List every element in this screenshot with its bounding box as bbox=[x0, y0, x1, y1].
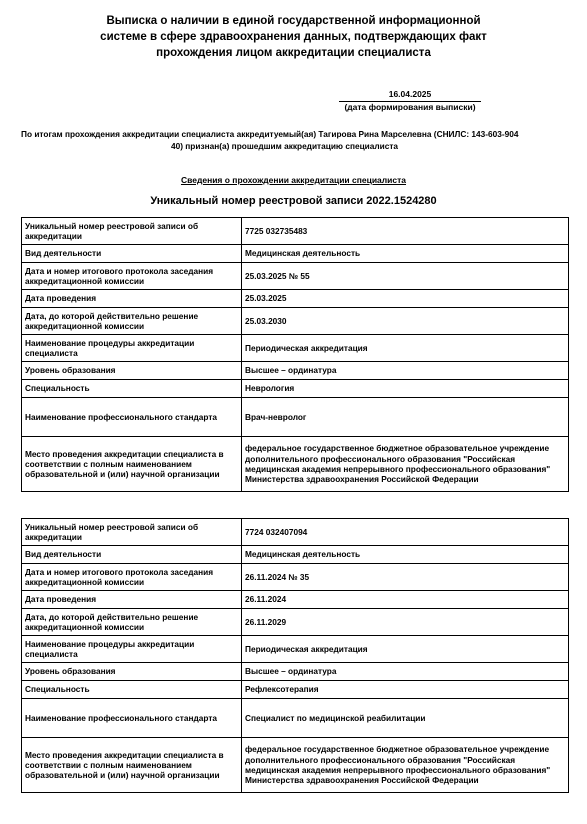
table-row bbox=[22, 362, 569, 380]
row-value: федеральное государственное бюджетное образовательное учреждение дополнительного профессионального образования "Российская медицинская академия непрерывного профессионального образования" Министерства здравоохранения Российской Федерации bbox=[242, 738, 569, 793]
row-label: Вид деятельности bbox=[22, 245, 242, 263]
row-value: 25.03.2025 bbox=[242, 290, 569, 308]
row-label: Вид деятельности bbox=[22, 546, 242, 564]
table-row bbox=[22, 546, 569, 564]
row-label: Уровень образования bbox=[22, 663, 242, 681]
table-row bbox=[22, 290, 569, 308]
accreditation-record-table bbox=[21, 217, 569, 492]
table-row bbox=[22, 636, 569, 663]
document-title bbox=[0, 13, 587, 61]
accreditation-record-table bbox=[21, 518, 569, 793]
row-value: Специалист по медицинской реабилитации bbox=[242, 699, 569, 738]
row-value: 26.11.2029 bbox=[242, 609, 569, 636]
row-value: Периодическая аккредитация bbox=[242, 335, 569, 362]
table-row bbox=[22, 308, 569, 335]
table-row bbox=[22, 681, 569, 699]
row-value: Высшее – ординатура bbox=[242, 362, 569, 380]
row-label: Уникальный номер реестровой записи об аккредитации bbox=[22, 519, 242, 546]
issue-date-block bbox=[339, 89, 481, 113]
row-label: Место проведения аккредитации специалиста в соответствии с полным наименованием образовательной и (или) научной организации bbox=[22, 738, 242, 793]
table-row bbox=[22, 218, 569, 245]
row-value: 7724 032407094 bbox=[242, 519, 569, 546]
table-row bbox=[22, 245, 569, 263]
row-label: Дата и номер итогового протокола заседания аккредитационной комиссии bbox=[22, 564, 242, 591]
row-label: Уровень образования bbox=[22, 362, 242, 380]
issue-date: 16.04.2025 bbox=[339, 89, 481, 102]
row-label: Наименование процедуры аккредитации специалиста bbox=[22, 636, 242, 663]
table-row bbox=[22, 564, 569, 591]
title-line: Выписка о наличии в единой государственной информационной bbox=[106, 15, 481, 27]
row-label: Дата, до которой действительно решение аккредитационной комиссии bbox=[22, 308, 242, 335]
intro-line: По итогам прохождения аккредитации специалиста аккредитуемый(ая) Тагирова Рина Марселевна (СНИЛС: 143-603-904 bbox=[21, 129, 519, 139]
section-title: Сведения о прохождении аккредитации специалиста bbox=[180, 175, 407, 185]
row-value: 25.03.2030 bbox=[242, 308, 569, 335]
table-row bbox=[22, 263, 569, 290]
row-value: Неврология bbox=[242, 380, 569, 398]
title-line: прохождения лицом аккредитации специалиста bbox=[156, 47, 431, 59]
row-value: 26.11.2024 № 35 bbox=[242, 564, 569, 591]
row-label: Наименование профессионального стандарта bbox=[22, 398, 242, 437]
row-label: Уникальный номер реестровой записи об аккредитации bbox=[22, 218, 242, 245]
row-label: Дата проведения bbox=[22, 591, 242, 609]
title-line: системе в сфере здравоохранения данных, подтверждающих факт bbox=[100, 31, 487, 43]
row-value: Медицинская деятельность bbox=[242, 546, 569, 564]
row-value: федеральное государственное бюджетное образовательное учреждение дополнительного профессионального образования "Российская медицинская академия непрерывного профессионального образования" Министерства здравоохранения Российской Федерации bbox=[242, 437, 569, 492]
table-row bbox=[22, 738, 569, 793]
row-value: Врач-невролог bbox=[242, 398, 569, 437]
row-label: Наименование процедуры аккредитации специалиста bbox=[22, 335, 242, 362]
table-row bbox=[22, 591, 569, 609]
intro-paragraph bbox=[21, 129, 577, 152]
table-row bbox=[22, 437, 569, 492]
table-row bbox=[22, 398, 569, 437]
row-label: Дата, до которой действительно решение аккредитационной комиссии bbox=[22, 609, 242, 636]
row-value: 7725 032735483 bbox=[242, 218, 569, 245]
row-label: Дата проведения bbox=[22, 290, 242, 308]
table-row bbox=[22, 663, 569, 681]
row-value: Рефлексотерапия bbox=[242, 681, 569, 699]
table-row bbox=[22, 380, 569, 398]
row-value: Медицинская деятельность bbox=[242, 245, 569, 263]
table-row bbox=[22, 699, 569, 738]
intro-line: 40) признан(а) прошедшим аккредитацию специалиста bbox=[171, 140, 399, 151]
row-value: Высшее – ординатура bbox=[242, 663, 569, 681]
row-value: Периодическая аккредитация bbox=[242, 636, 569, 663]
issue-date-caption: (дата формирования выписки) bbox=[344, 102, 476, 112]
row-label: Специальность bbox=[22, 681, 242, 699]
table-row bbox=[22, 335, 569, 362]
row-value: 26.11.2024 bbox=[242, 591, 569, 609]
row-value: 25.03.2025 № 55 bbox=[242, 263, 569, 290]
row-label: Место проведения аккредитации специалиста в соответствии с полным наименованием образовательной и (или) научной организации bbox=[22, 437, 242, 492]
row-label: Наименование профессионального стандарта bbox=[22, 699, 242, 738]
row-label: Дата и номер итогового протокола заседания аккредитационной комиссии bbox=[22, 263, 242, 290]
row-label: Специальность bbox=[22, 380, 242, 398]
registry-heading: Уникальный номер реестровой записи 2022.1524280 bbox=[150, 195, 437, 207]
table-row bbox=[22, 519, 569, 546]
table-row bbox=[22, 609, 569, 636]
